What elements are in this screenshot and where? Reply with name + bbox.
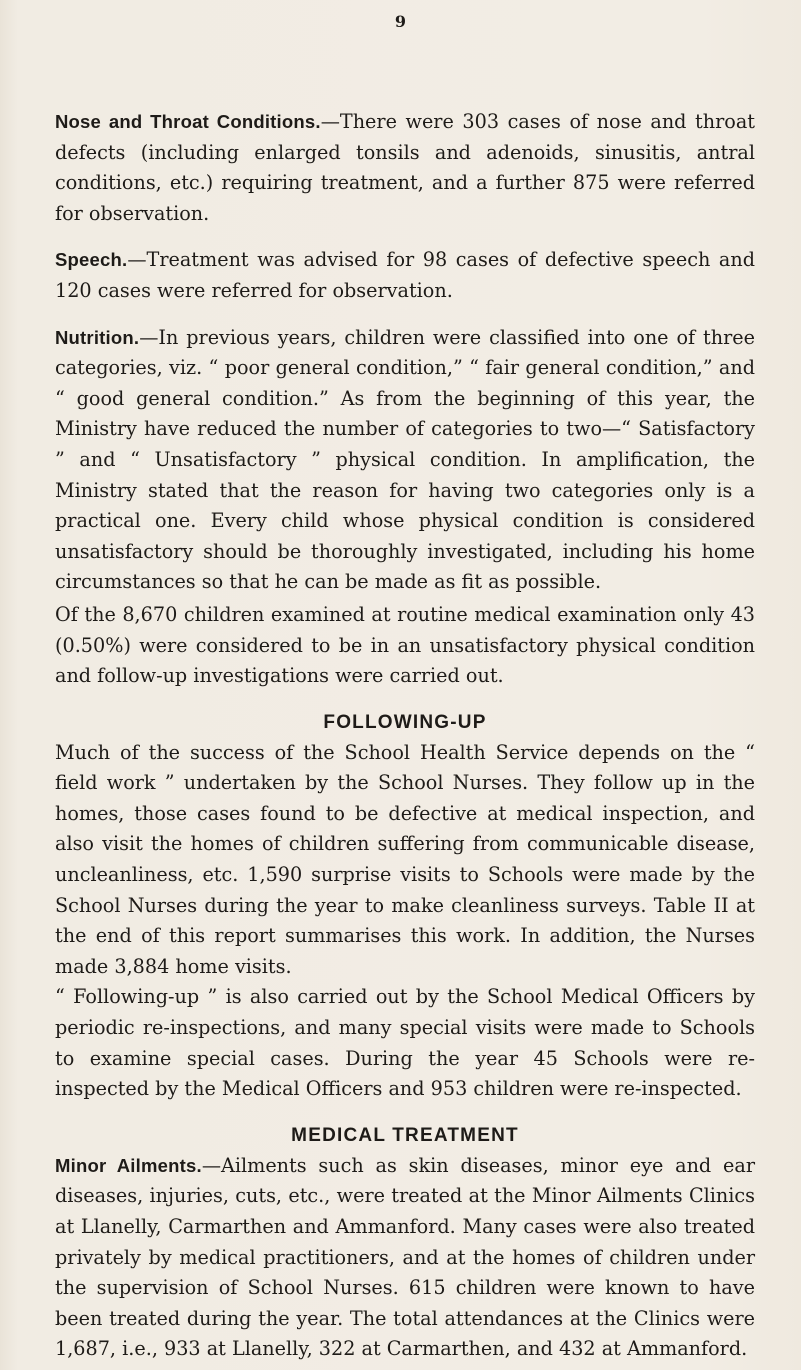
following-up-paragraph-2: “ Following-up ” is also carried out by the School Medical Officers by periodic re-inspections, and many special visits were made to Schools to examine special cases. During the year 45 Schools were re-inspected by the Medical Officers and 953 children were re-inspected. (55, 985, 755, 1101)
minor-ailments-paragraph (55, 1151, 755, 1365)
document-body (55, 107, 755, 1365)
nutrition-text: —In previous years, children were classified into one of three categories, viz. “ poor general condition,” “ fair general condition,” and “ good general condition.” As from the beginning of this year, the Ministry have reduced the number of categories to two—“ Satisfactory ” and “ Unsatisfactory ” physical condition. In amplification, the Ministry stated that the reason for having two categories only is a practical one. Every child whose physical condition is considered unsatisfactory should be thoroughly investigated, including his home circumstances so that he can be made as fit as possible. (55, 325, 755, 594)
minor-ailments-heading: Minor Ailments. (55, 1154, 202, 1176)
nose-throat-heading: Nose and Throat Conditions. (55, 111, 321, 132)
nose-throat-text: —There were 303 cases of nose and throat defects (including enlarged tonsils and adenoids, sinusitis, antral conditions, etc.) requiring treatment, and a further 875 were referred for observation. (55, 110, 755, 225)
page-number: 9 (394, 12, 407, 31)
nose-throat-paragraph (55, 107, 755, 229)
nutrition-paragraph (55, 323, 755, 598)
speech-text: —Treatment was advised for 98 cases of defective speech and 120 cases were referred for observation. (55, 248, 755, 302)
following-up-paragraph-1: Much of the success of the School Health Service depends on the “ field work ” undertaken by the School Nurses. They follow up in the homes, those cases found to be defective at medical inspection, and also visit the homes of children suffering from communicable disease, uncleanliness, etc. 1,590 surprise visits to Schools were made by the School Nurses during the year to make cleanliness surveys. Table II at the end of this report summarises this work. In addition, the Nurses made 3,884 home visits. (55, 740, 755, 978)
following-up-heading: FOLLOWING-UP (323, 711, 487, 733)
nutrition-paragraph-2: Of the 8,670 children examined at routine medical examination only 43 (0.50%) were considered to be in an unsatisfactory physical condition and follow-up investigations were carried out. (55, 602, 755, 688)
nutrition-heading: Nutrition. (55, 326, 140, 348)
minor-ailments-text: —Ailments such as skin diseases, minor eye and ear diseases, injuries, cuts, etc., were treated at the Minor Ailments Clinics at Llanelly, Carmarthen and Ammanford. Many cases were also treated privately by medical practitioners, and at the homes of children under the supervision of School Nurses. 615 children were known to have been treated during the year. The total attendances at the Clinics were 1,687, i.e., 933 at Llanelly, 322 at Carmarthen, and 432 at Ammanford. (55, 1153, 755, 1361)
speech-heading: Speech. (55, 249, 128, 271)
speech-paragraph (55, 245, 755, 306)
medical-treatment-heading: MEDICAL TREATMENT (291, 1124, 519, 1146)
